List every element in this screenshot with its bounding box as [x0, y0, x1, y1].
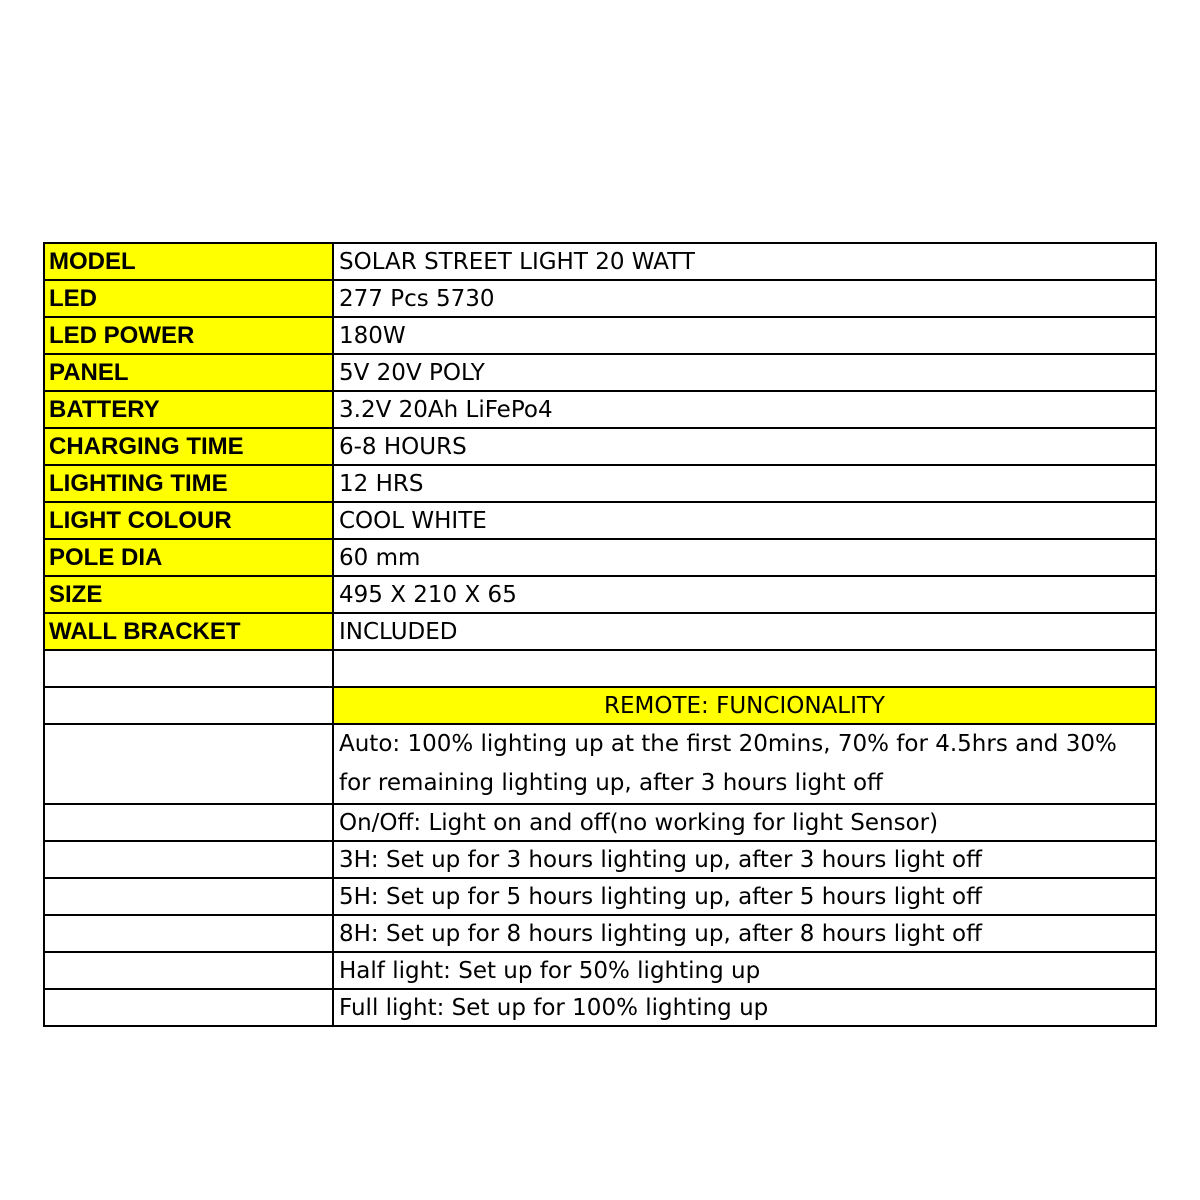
spec-value: 6-8 HOURS [333, 428, 1156, 465]
remote-mode-row-5h [44, 878, 1156, 915]
spec-row-battery [44, 391, 1156, 428]
remote-header-row [44, 687, 1156, 724]
spec-value: 5V 20V POLY [333, 354, 1156, 391]
spec-label: MODEL [44, 243, 333, 280]
remote-mode-description: Half light: Set up for 50% lighting up [333, 952, 1156, 989]
spec-value: 3.2V 20Ah LiFePo4 [333, 391, 1156, 428]
spec-row-size [44, 576, 1156, 613]
remote-mode-description: 5H: Set up for 5 hours lighting up, after 5 hours light off [333, 878, 1156, 915]
spec-label: CHARGING TIME [44, 428, 333, 465]
spec-label: SIZE [44, 576, 333, 613]
empty-cell [44, 804, 333, 841]
remote-mode-row-half-light [44, 952, 1156, 989]
spec-value: 180W [333, 317, 1156, 354]
spec-row-pole-dia [44, 539, 1156, 576]
spec-label: LED POWER [44, 317, 333, 354]
remote-mode-row-8h [44, 915, 1156, 952]
spec-label: WALL BRACKET [44, 613, 333, 650]
spec-row-light-colour [44, 502, 1156, 539]
spec-value: COOL WHITE [333, 502, 1156, 539]
spec-row-led-power [44, 317, 1156, 354]
remote-mode-description: 3H: Set up for 3 hours lighting up, after 3 hours light off [333, 841, 1156, 878]
remote-mode-row-3h [44, 841, 1156, 878]
empty-cell [44, 915, 333, 952]
spec-value: SOLAR STREET LIGHT 20 WATT [333, 243, 1156, 280]
spec-label: BATTERY [44, 391, 333, 428]
spec-value: 495 X 210 X 65 [333, 576, 1156, 613]
remote-header: REMOTE: FUNCIONALITY [333, 687, 1156, 724]
remote-mode-description: Full light: Set up for 100% lighting up [333, 989, 1156, 1026]
empty-cell [44, 989, 333, 1026]
spec-row-lighting-time [44, 465, 1156, 502]
spec-table [43, 242, 1157, 1027]
spec-label: LED [44, 280, 333, 317]
empty-cell [44, 878, 333, 915]
spec-row-model [44, 243, 1156, 280]
spec-row-charging-time [44, 428, 1156, 465]
empty-cell [44, 650, 333, 687]
spec-value: 12 HRS [333, 465, 1156, 502]
spec-row-wall-bracket [44, 613, 1156, 650]
remote-mode-description: Auto: 100% lighting up at the first 20mins, 70% for 4.5hrs and 30% for remaining lighting up, after 3 hours light off [333, 724, 1156, 804]
spec-row-led [44, 280, 1156, 317]
spacer-row [44, 650, 1156, 687]
spec-label: POLE DIA [44, 539, 333, 576]
remote-mode-row-full-light [44, 989, 1156, 1026]
empty-cell [44, 724, 333, 804]
remote-mode-description: 8H: Set up for 8 hours lighting up, after 8 hours light off [333, 915, 1156, 952]
spec-label: PANEL [44, 354, 333, 391]
spec-label: LIGHTING TIME [44, 465, 333, 502]
empty-cell [44, 687, 333, 724]
spec-value: 60 mm [333, 539, 1156, 576]
spec-value: INCLUDED [333, 613, 1156, 650]
spec-row-panel [44, 354, 1156, 391]
remote-mode-row-auto [44, 724, 1156, 804]
empty-cell [333, 650, 1156, 687]
spec-value: 277 Pcs 5730 [333, 280, 1156, 317]
empty-cell [44, 952, 333, 989]
spec-label: LIGHT COLOUR [44, 502, 333, 539]
empty-cell [44, 841, 333, 878]
remote-mode-description: On/Off: Light on and off(no working for light Sensor) [333, 804, 1156, 841]
remote-mode-row-on-off [44, 804, 1156, 841]
